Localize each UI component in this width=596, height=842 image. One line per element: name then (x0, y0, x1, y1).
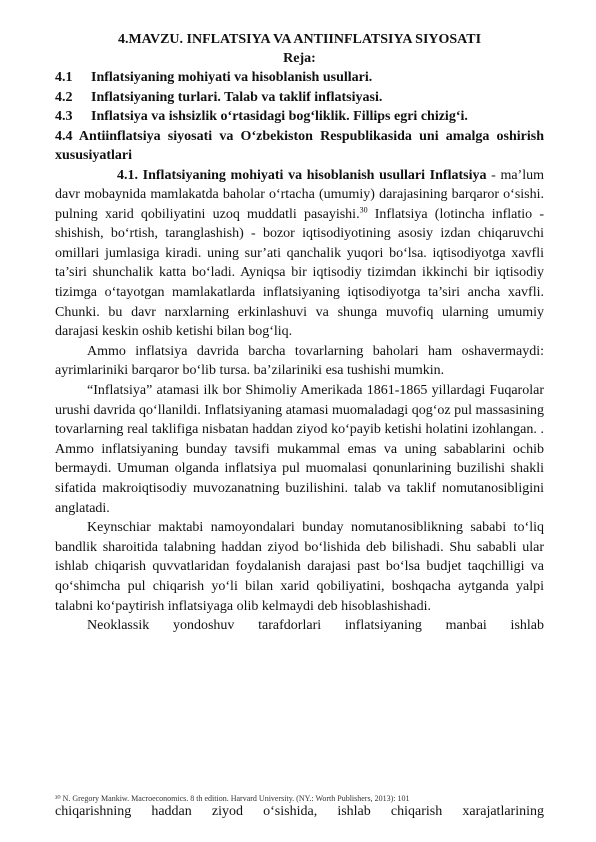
toc-number: 4.3 (55, 109, 73, 124)
toc-item (55, 68, 544, 88)
toc-number: 4.1 (55, 70, 73, 85)
paragraph-intro (55, 166, 544, 342)
paragraph-text: Inflatsiya (lotincha inflatio - shishish, bo‘rtish, taranglashish) - bozor iqtisodiyotining asosiy izdan chiqaruvchi omillari jumlasiga kiradi. uning sur’ati qanchalik yuqori bo‘lsa. iqtisodiyotga xavfli ta’siri shunchalik katta bo‘ladi. Ayniqsa bir iqtisodiy tizimdan ikkinchi bir iqtisodiy tizimga o‘tayotgan mamlakatlarda inflatsiyaning iqtisodiyotga ta’siri ancha xavfli. Chunki. bu davr narxlarning erkinlashuvi va shunga muvofiq ularning umumiy darajasi keskin oshib ketishi bilan bog‘liq. (55, 206, 545, 340)
toc-text: Inflatsiyaning turlari. Talab va taklif inflatsiyasi. (91, 89, 383, 105)
toc-item (55, 88, 544, 108)
paragraph: Keynschiar maktabi namoyondalari bunday nomutanosiblikning sababi to‘liq bandlik sharoitida talabning haddan ziyod bo‘lishida deb bilishadi. Shu sababli ular ishlab chiqarish quvvatlaridan foydalanish darajasi past bo‘lsa budjet taqchilligi va qo‘shimcha pul chiqarish yo‘li bilan xarid qobiliyatini, boshqacha aytganda yalpi talabni ko‘paytirish inflatsiyaga olib kelmaydi deb hisoblashishadi. (55, 520, 544, 614)
toc-text: Inflatsiyaning mohiyati va hisoblanish usullari. (91, 70, 373, 85)
section-heading: 4.1. Inflatsiyaning mohiyati va hisoblanish usullari Inflatsiya (117, 167, 487, 183)
toc-item (55, 107, 544, 127)
toc-number: 4.2 (55, 89, 73, 105)
document-page (55, 30, 544, 636)
paragraph: Neoklassik yondoshuv tarafdorlari inflatsiyaning manbai ishlab (87, 618, 544, 634)
footnote: ³⁰ N. Gregory Mankiw. Macroeconomics. 8 th edition. Harvard University. (NY.: Worth Publishers, 2013): 101 (55, 794, 410, 803)
toc-item-last: 4.4 Antiinflatsiya siyosati va O‘zbekiston Respublikasida uni amalga oshirish xususiyatlari (55, 128, 544, 163)
paragraph-continuation: chiqarishning haddan ziyod o‘sishida, ishlab chiqarish xarajatlarining (55, 804, 544, 819)
paragraph: Ammo inflatsiya davrida barcha tovarlarning baholari ham oshavermaydi: ayrimlariniki barqaror bo‘lib tursa. ba’zilariniki esa tushishi mumkin. (55, 343, 544, 379)
page-title: 4.MAVZU. INFLATSIYA VA ANTIINFLATSIYA SIYOSATI (117, 32, 482, 47)
footnote-ref: 30 (359, 205, 368, 215)
paragraph-text: - ma’lum davr mobaynida mamlakatda baholar o‘rtacha (umumiy) darajasining barqaror o‘sishi. pulning xarid qobiliyatini uzoq muddatli pasayishi. (55, 167, 544, 222)
toc-text: Inflatsiya va ishsizlik o‘rtasidagi bog‘liklik. Fillips egri chizig‘i. (91, 109, 468, 124)
plan-heading: Reja: (283, 51, 316, 66)
paragraph: “Inflatsiya” atamasi ilk bor Shimoliy Amerikada 1861-1865 yillardagi Fuqarolar urushi davrida qo‘llanildi. Inflatsiyaning atamasi muomaladagi qog‘oz pul massasining tovarlarning real taklifiga nisbatan haddan ziyod ko‘payib ketishi holatini izohlangan. . Ammo inflatsiyaning bunday tavsifi mukammal emas va uning sabablarini ochib bermaydi. Umuman olganda inflatsiya pul muomalasi qonunlarining buzilishi shakli sifatida makroiqtisodiy muvozanatning buzilishini. talab va taklif nomutanosibligini anglatadi. (55, 383, 544, 516)
